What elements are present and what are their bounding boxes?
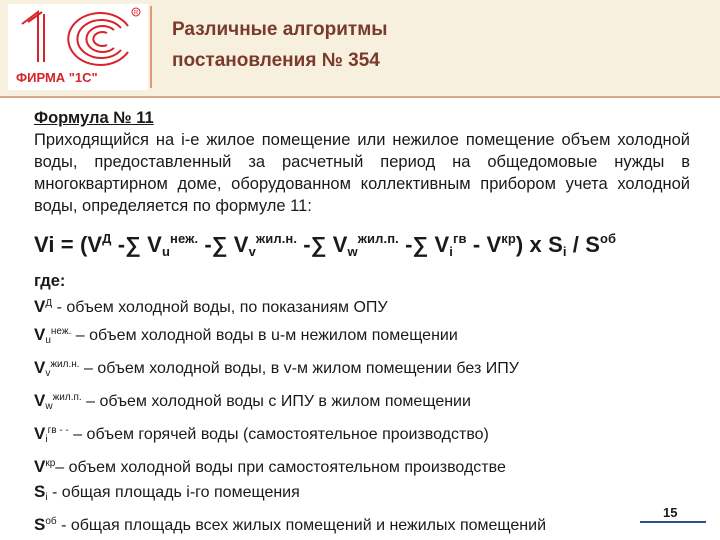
formula-heading: Формула № 11 [34,109,154,127]
definition-vv: $V_v^{жил.н.}$ – объем холодной воды, в v-м жилом помещении без ИПУ [34,358,519,379]
definition-vd: $V^Д$ - объем холодной воды, по показаниям ОПУ [34,297,388,316]
definition-vkr: $V^{кр}-$ объем холодной воды при самостоятельном производстве [34,457,506,476]
header-rule [0,96,720,98]
footer-rule [640,521,706,523]
where-label: где: [34,272,66,290]
svg-text:R: R [134,10,139,17]
page-number: 15 [663,505,678,520]
definition-sob: $S^{об}$ - общая площадь всех жилых помещений и нежилых помещений [34,515,546,534]
title-line-2: постановления № 354 [172,50,380,71]
formula-11: $Vi = (V^Д$ -∑ $V_u^{неж.}$ -∑ $V_v^{жил.н.}$ -∑ $V_w^{жил.п.}$ -∑ $V_i^{гв} - V^{кр}$) x $S_i / S^{об}$ [34,231,617,259]
definition-si: $S_i$ - общая площадь i-го помещения [34,482,300,503]
formula-description: Приходящийся на i-е жилое помещение или нежилое помещение объем холодной воды, предоставленный за расчетный период на общедомовые нужды в многоквартирном доме, оборудованном коллективным прибором учета холодной воды, определяется по формуле 11: [34,131,690,215]
definition-vw: $V_w^{жил.п.}$ – объем холодной воды с ИПУ в жилом помещении [34,391,471,412]
header-divider [150,6,152,88]
definition-vu: $V_u^{неж.}$ – объем холодной воды в u-м нежилом помещении [34,325,458,346]
firma-1c-logo [8,4,148,90]
logo-text: ФИРМА "1С" [16,70,98,85]
slide-content [34,107,690,538]
page-title [172,14,692,76]
title-line-1: Различные алгоритмы [172,19,388,40]
definition-vi-gv: $V_i^{гв - -}$ – объем горячей воды (самостоятельное производство) [34,424,489,445]
